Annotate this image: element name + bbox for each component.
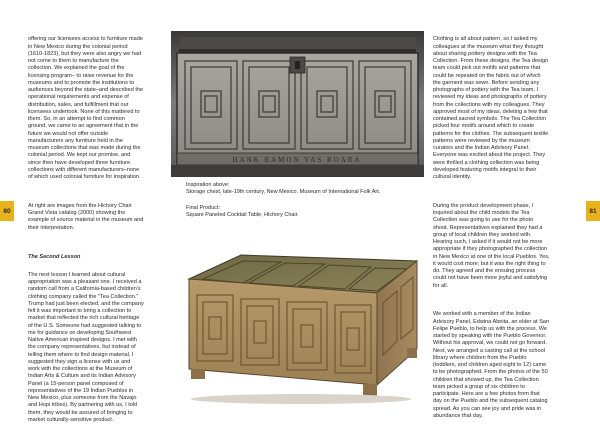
right-paragraph-2: During the product development phase, I inquired about the child models the Tea Collection was going to use for the photo shoot. Representatives explained they had a group of local children they worked with. Hearing such, I asked if it would not be more appropriate if they photographed the collection in New Mexico at one of the local Pueblos. Yes, it would cost more; but it was the right thing to do. They agreed and the ensuing process could not have been more joyful and satisfying for all.: [433, 202, 550, 289]
cocktail-table-photo: [171, 245, 424, 413]
page-number-right: 81: [586, 201, 600, 221]
left-paragraph-2: At right are images from the Hichory Chair Grand Vista catalog (2000) showing the example of source material in the museum and their interpretation.: [28, 202, 144, 231]
left-paragraph-1: offering our licensees access to furniture made in New Mexico during the colonial period (1610-1823), but they were also angry we had not come to them to manufacture the collection. We explained the goal of the licensing program– to raise revenue for the museums and to promote the institutions to audiences beyond the state–and described the operational requirements and expense of distribution, sales, and fulfillment that our licensees undertook. None of this mattered to them. So, in an attempt to find common ground, we came to an agreement that in the future we would not offer outside manufacturers any furniture held in the museum collections that was made during the colonial period. We kept our promise, and since then have developed three furniture collections with different manufacturers–none of which used colonial furniture for inspiration.: [28, 36, 144, 180]
right-paragraph-1: Clothing is all about pattern, so I asked my colleagues at the museum what they thought about sharing pottery designs with the Tea Collection. From these designs, the Tea design team could pick out motifs and patterns that could be repeated on the fabric out of which the garment was sewn. Before sending any photographs of pottery with the Tea team, I reviewed my ideas and photographs of pottery from the collections with my colleagues. They approved most of my ideas, deleting a few that contained sacred symbols. The Tea Collection picked four motifs around which to create patterns for the clothes. The subsequent textile patterns were reviewed by the museum curators and the Indian Advisory Panel. Everyone was excited about the project. They were thrilled a clothing collection was being developed featuring motifs integral to their cultural identity.: [433, 36, 549, 180]
right-text-column: [433, 29, 573, 424]
left-paragraph-3: The next lesson I learned about cultural appropriation was a pleasant one. I received a random call from a California-based children's clothing company called the "Tea Collection." Trump had just been elected, and the company felt it was important to bring a collection to market that reflected the rich cultural heritage of the U.S. Someone had suggested talking to me for guidance on developing Southwest Native American inspired designs. I met with the company representatives, but instead of telling them where to find design material, I suggested they sign a license with us and work with the collections at the Museum of Indian Arts & Culture and its Indian Advisory Panel (a 15-person panel composed of representatives of the 19 Indian Pueblos in New Mexico, plus someone from the Navajo and Hopi tribes). By partnering with us, I told them, they would be assured of bringing to market culturally-sensitive product.: [28, 271, 144, 423]
final-product-caption: Final Product: Square Paneled Cocktail Table, Hichory Chair.: [186, 205, 299, 219]
right-paragraph-3: We worked with a member of the Indian Advisory Panel, Edwina Abeita, an elder at San Felipe Pueblo, to help us with the process. We started by speaking with the Pueblo Governor. Without his approval, we could not go forward. Next, we arranged a casting call at the school library where children from the Pueblo (toddlers, and children aged eight to 12) came to be photographed. From the photos of the 50 children that showed up, the Tea Collection team picked a group of six children to participate. Here are a few photos from that day on the Pueblo and the subsequent catalog spread. As you can see joy and pride was in abundance that day.: [433, 311, 549, 419]
section-heading: The Second Lesson: [28, 254, 81, 261]
storage-chest-photo: [171, 31, 424, 177]
inspiration-caption: Inspiration above: Storage chest, late-19th century, New Mexico. Museum of International Folk Art.: [186, 182, 381, 196]
left-text-column: [28, 29, 168, 424]
page-number-left: 80: [0, 201, 14, 221]
chest-engraving: HANK RAMON VAS ROARA: [232, 156, 362, 164]
